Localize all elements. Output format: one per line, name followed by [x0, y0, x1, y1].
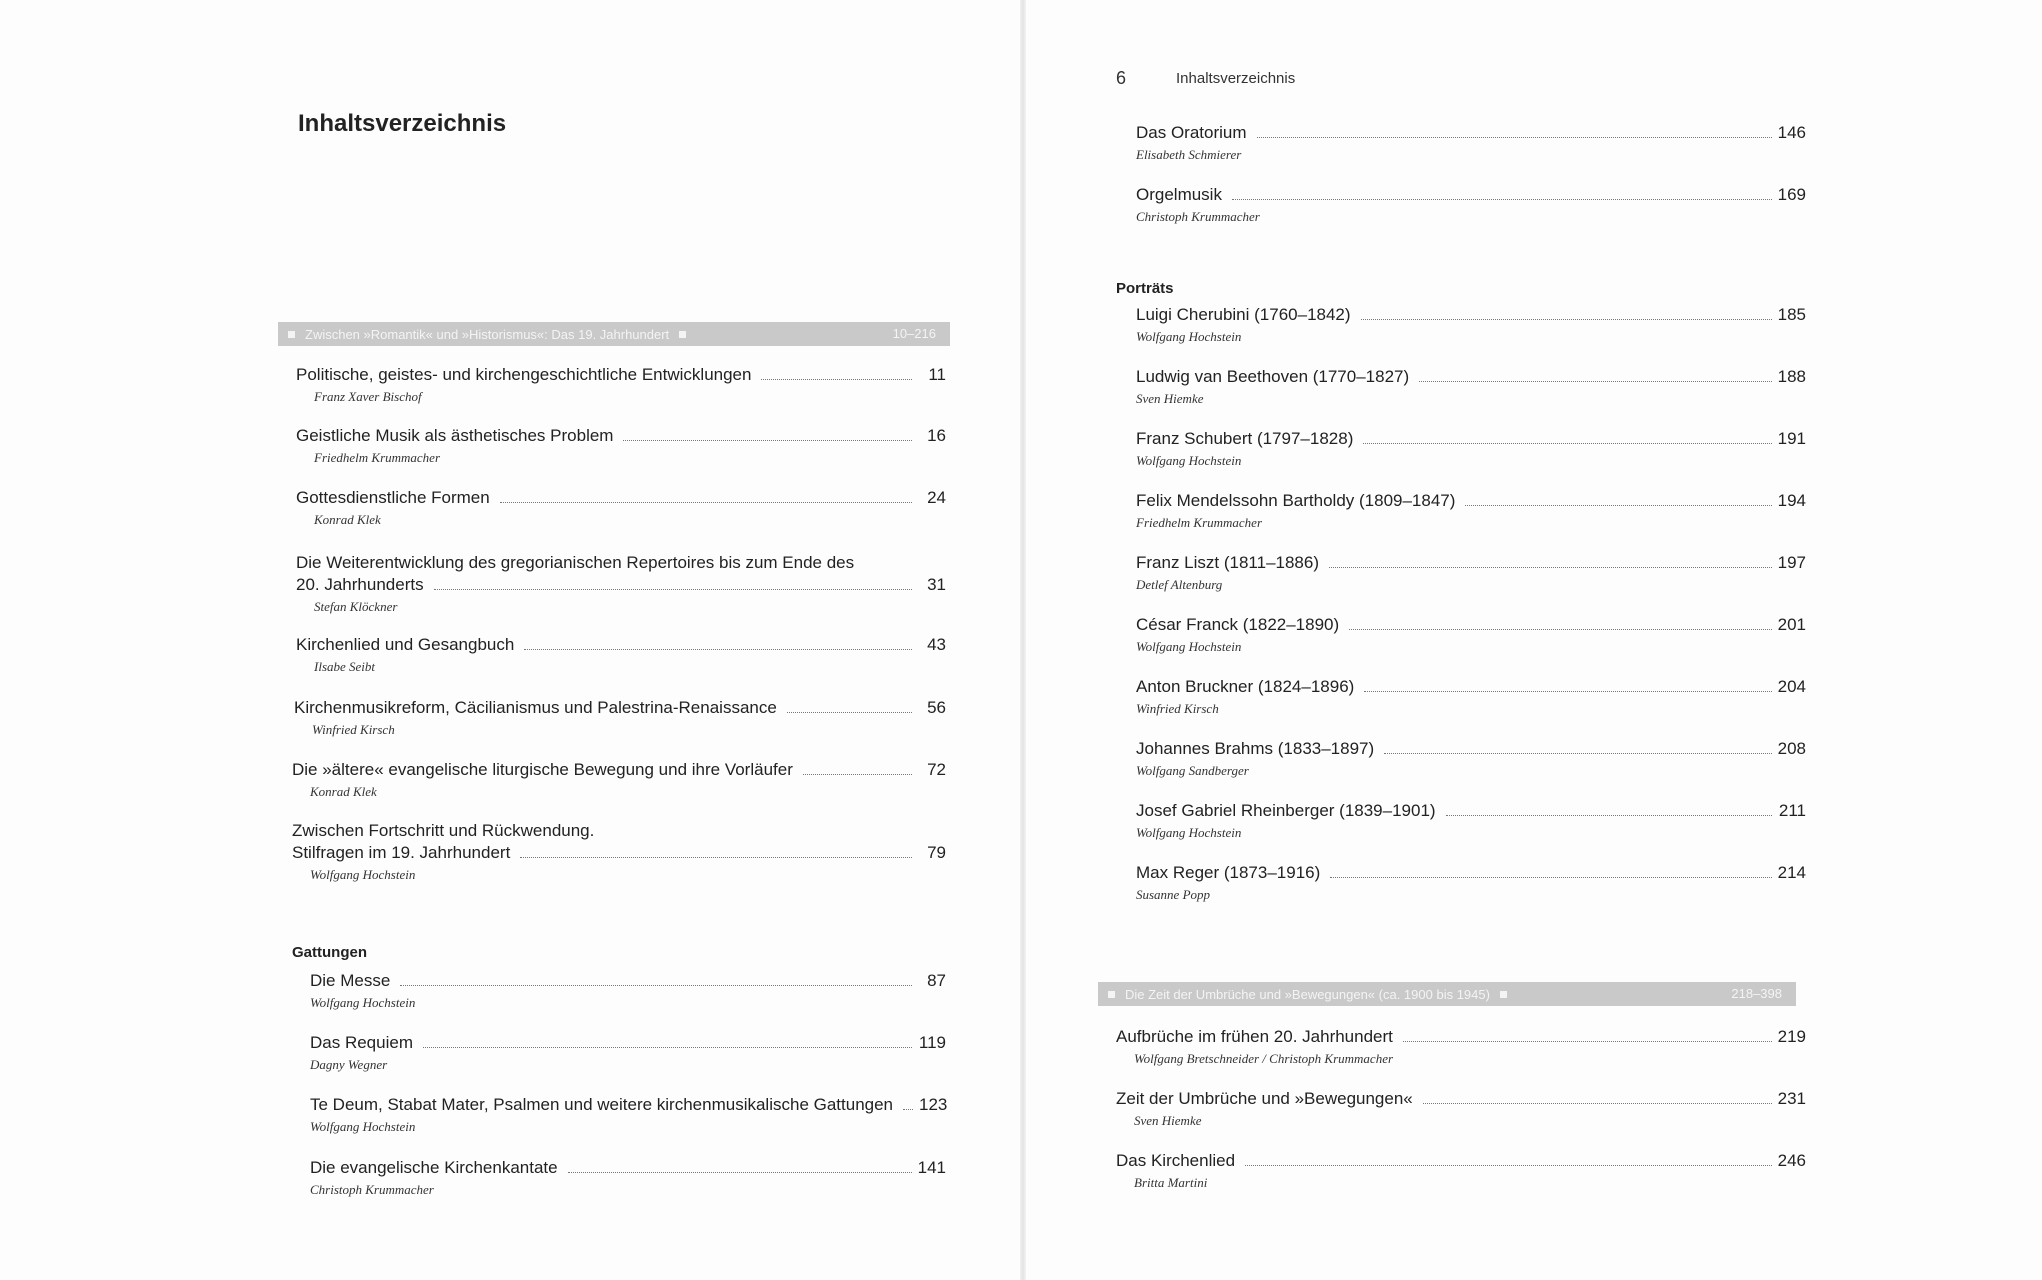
entry-title: Josef Gabriel Rheinberger (1839–1901): [1136, 801, 1436, 820]
entry-author: Wolfgang Sandberger: [1136, 763, 1249, 778]
entry-title: Kirchenmusikreform, Cäcilianismus und Palestrina-Renaissance: [294, 698, 777, 717]
entry-page: 123: [919, 1095, 948, 1114]
dot-leader: [787, 712, 912, 713]
entry-title: Die Messe: [310, 971, 391, 990]
entry-page: 211: [1778, 801, 1806, 820]
dot-leader: [1384, 753, 1771, 754]
toc-entry[interactable]: [296, 487, 946, 528]
entry-title: Gottesdienstliche Formen: [296, 488, 490, 507]
entry-title: Aufbrüche im frühen 20. Jahrhundert: [1116, 1027, 1393, 1046]
entry-page: 191: [1777, 429, 1806, 448]
toc-entry[interactable]: [1136, 676, 1806, 717]
entry-author: Dagny Wegner: [310, 1057, 388, 1072]
section-band: [278, 322, 950, 346]
entry-title: Kirchenlied und Gesangbuch: [296, 635, 515, 654]
entry-author: Ilsabe Seibt: [314, 659, 376, 674]
toc-entry[interactable]: [310, 1032, 946, 1073]
section-band-range: 218–398: [1731, 986, 1782, 1001]
entry-author: Wolfgang Hochstein: [1136, 825, 1242, 840]
entry-page: 208: [1777, 739, 1806, 758]
toc-entry[interactable]: [296, 552, 946, 615]
entry-author: Wolfgang Bretschneider / Christoph Krummacher: [1134, 1051, 1394, 1066]
dot-leader: [1403, 1041, 1772, 1042]
entry-page: 188: [1777, 367, 1806, 386]
toc-entry[interactable]: [1136, 614, 1806, 655]
toc-entry[interactable]: [294, 697, 946, 738]
dot-leader: [500, 502, 912, 503]
entry-author: Friedhelm Krummacher: [314, 450, 441, 465]
dot-leader: [761, 379, 912, 380]
entry-page: 119: [918, 1033, 946, 1052]
entry-author: Detlef Altenburg: [1136, 577, 1223, 592]
entry-title: Ludwig van Beethoven (1770–1827): [1136, 367, 1410, 386]
toc-entry[interactable]: [310, 970, 946, 1011]
section-band-title: Zwischen »Romantik« und »Historismus«: Das 19. Jahrhundert: [305, 326, 670, 342]
entry-title: Die evangelische Kirchenkantate: [310, 1158, 558, 1177]
entry-page: 31: [927, 575, 946, 594]
right-page: [1026, 0, 2042, 1280]
entry-page: 231: [1777, 1089, 1806, 1108]
entry-page: 79: [927, 843, 946, 862]
toc-entry[interactable]: [1136, 122, 1806, 163]
section-band: [1098, 982, 1796, 1006]
entry-author: Christoph Krummacher: [1136, 209, 1260, 224]
entry-author: Wolfgang Hochstein: [1136, 453, 1242, 468]
entry-title-line: Zwischen Fortschritt und Rückwendung.: [292, 821, 595, 840]
entry-page: 194: [1777, 491, 1806, 510]
toc-entry[interactable]: [292, 820, 946, 883]
dot-leader: [524, 649, 912, 650]
toc-entry[interactable]: [1136, 800, 1806, 841]
dot-leader: [400, 985, 912, 986]
entry-author: Wolfgang Hochstein: [1136, 639, 1242, 654]
entry-title: Johannes Brahms (1833–1897): [1136, 739, 1375, 758]
left-page: [0, 0, 1020, 1280]
entry-page: 214: [1777, 863, 1806, 882]
entry-title: Das Oratorium: [1136, 123, 1247, 142]
toc-entry[interactable]: [296, 634, 946, 675]
page-number: 6: [1116, 68, 1127, 88]
dot-leader: [903, 1109, 913, 1110]
entry-page: 246: [1777, 1151, 1806, 1170]
entry-author: Winfried Kirsch: [1136, 701, 1219, 716]
dot-leader: [1446, 815, 1772, 816]
entry-page: 11: [928, 365, 946, 384]
dot-leader: [1419, 381, 1771, 382]
entry-page: 43: [927, 635, 946, 654]
entry-page: 197: [1777, 553, 1806, 572]
entry-author: Britta Martini: [1134, 1175, 1208, 1190]
dot-leader: [1349, 629, 1771, 630]
dot-leader: [1364, 691, 1771, 692]
entry-page: 146: [1777, 123, 1806, 142]
entry-title: Das Requiem: [310, 1033, 413, 1052]
dot-leader: [1232, 199, 1772, 200]
dot-leader: [423, 1047, 912, 1048]
entry-author: Wolfgang Hochstein: [310, 867, 416, 882]
toc-entry[interactable]: [310, 1157, 946, 1198]
entry-author: Sven Hiemke: [1134, 1113, 1202, 1128]
entry-title: Felix Mendelssohn Bartholdy (1809–1847): [1136, 491, 1456, 510]
square-icon: [679, 331, 686, 338]
dot-leader: [520, 857, 912, 858]
entry-title: Luigi Cherubini (1760–1842): [1136, 305, 1351, 324]
toc-entry[interactable]: [296, 364, 946, 405]
toc-entry[interactable]: [310, 1094, 946, 1135]
section-band-range: 10–216: [892, 326, 936, 341]
group-heading: Gattungen: [292, 944, 367, 961]
entry-title: Die »ältere« evangelische liturgische Bewegung und ihre Vorläufer: [292, 760, 793, 779]
toc-entry[interactable]: [1136, 490, 1806, 531]
entry-author: Wolfgang Hochstein: [310, 1119, 416, 1134]
entry-author: Christoph Krummacher: [310, 1182, 434, 1197]
entry-title: Geistliche Musik als ästhetisches Problem: [296, 426, 614, 445]
entry-title: 20. Jahrhunderts: [296, 575, 424, 594]
entry-author: Stefan Klöckner: [314, 599, 398, 614]
square-icon: [1108, 991, 1115, 998]
entry-page: 219: [1777, 1027, 1806, 1046]
section-band-title: Die Zeit der Umbrüche und »Bewegungen« (ca. 1900 bis 1945): [1125, 986, 1490, 1002]
entry-title-line: Die Weiterentwicklung des gregorianischen Repertoires bis zum Ende des: [296, 553, 855, 572]
entry-title: Te Deum, Stabat Mater, Psalmen und weitere kirchenmusikalische Gattungen: [310, 1095, 894, 1114]
dot-leader: [1361, 319, 1772, 320]
entry-page: 56: [927, 698, 946, 717]
entry-author: Sven Hiemke: [1136, 391, 1204, 406]
page-title: Inhaltsverzeichnis: [298, 110, 507, 137]
entry-page: 204: [1777, 677, 1806, 696]
dot-leader: [1363, 443, 1771, 444]
toc-entry[interactable]: [296, 425, 946, 466]
dot-leader: [1245, 1165, 1772, 1166]
dot-leader: [1257, 137, 1772, 138]
entry-title: César Franck (1822–1890): [1136, 615, 1340, 634]
toc-entry[interactable]: [1136, 428, 1806, 469]
dot-leader: [568, 1172, 912, 1173]
dot-leader: [1329, 567, 1772, 568]
entry-author: Konrad Klek: [310, 784, 377, 799]
entry-page: 16: [927, 426, 946, 445]
toc-entry[interactable]: [1136, 552, 1806, 593]
toc-entry[interactable]: [1116, 1150, 1806, 1191]
entry-page: 169: [1777, 185, 1806, 204]
entry-title: Das Kirchenlied: [1116, 1151, 1236, 1170]
entry-page: 87: [927, 971, 946, 990]
entry-page: 141: [917, 1158, 946, 1177]
entry-title: Franz Schubert (1797–1828): [1136, 429, 1354, 448]
dot-leader: [803, 774, 912, 775]
square-icon: [1500, 991, 1507, 998]
entry-title: Orgelmusik: [1136, 185, 1222, 204]
toc-entry[interactable]: [292, 759, 946, 800]
toc-entry[interactable]: [1136, 862, 1806, 903]
entry-author: Franz Xaver Bischof: [314, 389, 422, 404]
entry-author: Konrad Klek: [314, 512, 381, 527]
entry-author: Elisabeth Schmierer: [1136, 147, 1242, 162]
entry-title: Franz Liszt (1811–1886): [1136, 553, 1320, 572]
toc-entry[interactable]: [1136, 738, 1806, 779]
entry-author: Wolfgang Hochstein: [310, 995, 416, 1010]
entry-title: Stilfragen im 19. Jahrhundert: [292, 843, 511, 862]
entry-title: Max Reger (1873–1916): [1136, 863, 1321, 882]
entry-author: Winfried Kirsch: [312, 722, 395, 737]
entry-author: Susanne Popp: [1136, 887, 1211, 902]
toc-entry[interactable]: [1136, 304, 1806, 345]
entry-page: 72: [927, 760, 946, 779]
running-head-title: Inhaltsverzeichnis: [1176, 70, 1296, 87]
dot-leader: [434, 589, 912, 590]
entry-title: Politische, geistes- und kirchengeschichtliche Entwicklungen: [296, 365, 752, 384]
dot-leader: [1330, 877, 1771, 878]
dot-leader: [1423, 1103, 1772, 1104]
toc-entry[interactable]: [1136, 366, 1806, 407]
toc-entry[interactable]: [1116, 1088, 1806, 1129]
dot-leader: [1465, 505, 1771, 506]
entry-page: 24: [927, 488, 946, 507]
entry-author: Wolfgang Hochstein: [1136, 329, 1242, 344]
dot-leader: [623, 440, 912, 441]
toc-entry[interactable]: [1136, 184, 1806, 225]
entry-page: 185: [1777, 305, 1806, 324]
entry-page: 201: [1777, 615, 1806, 634]
group-heading: Porträts: [1116, 280, 1174, 297]
entry-author: Friedhelm Krummacher: [1136, 515, 1263, 530]
entry-title: Zeit der Umbrüche und »Bewegungen«: [1116, 1089, 1413, 1108]
toc-entry[interactable]: [1116, 1026, 1806, 1067]
square-icon: [288, 331, 295, 338]
entry-title: Anton Bruckner (1824–1896): [1136, 677, 1355, 696]
